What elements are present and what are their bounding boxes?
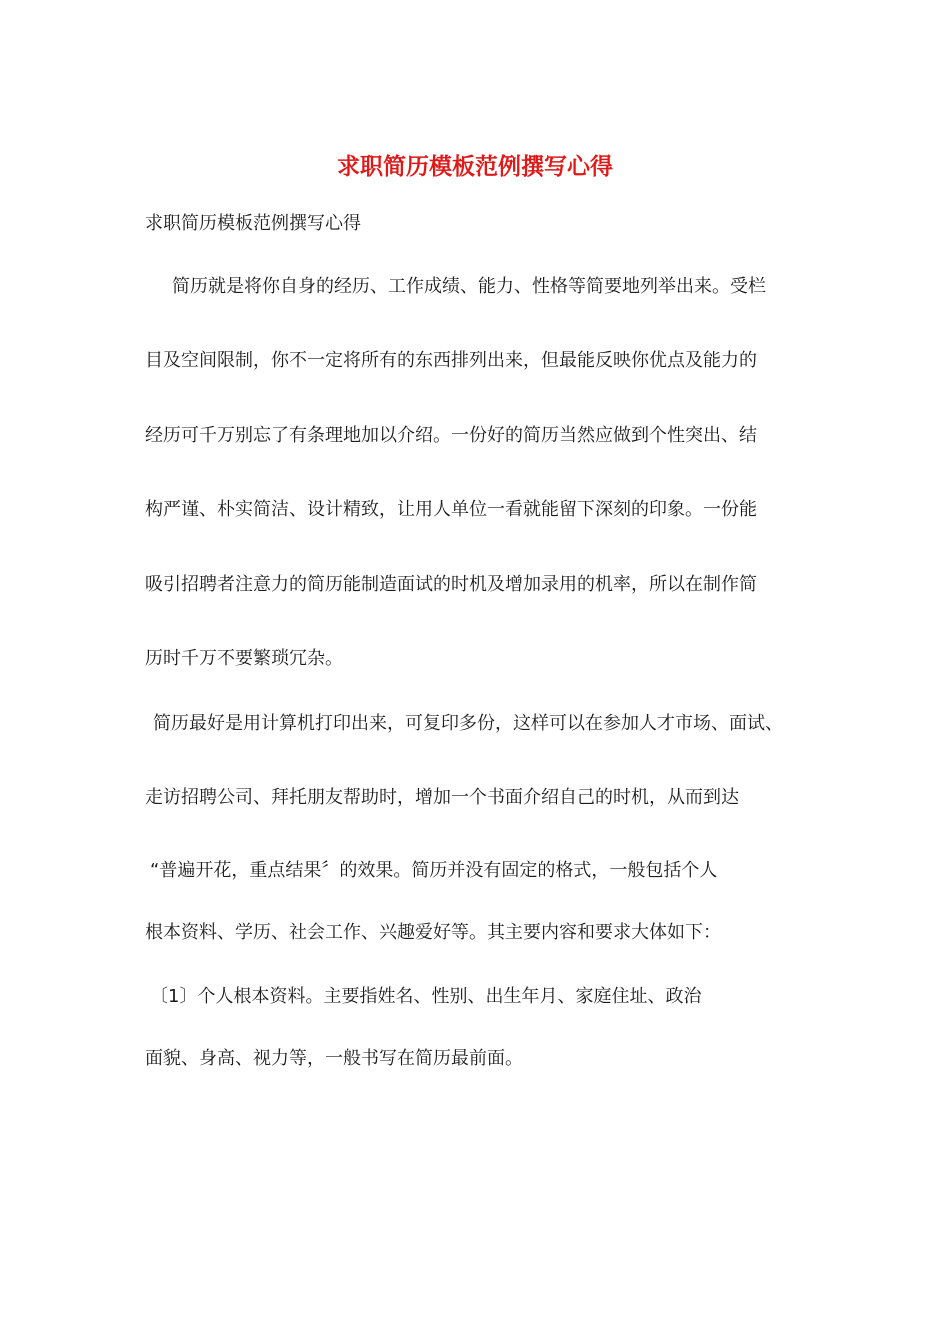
paragraph-line: 〔1〕个人根本资料。主要指姓名、性别、出生年月、家庭住址、政治 [150,986,702,1007]
paragraph-line: “普遍开花，重点结果〞的效果。简历并没有固定的格式，一般包括个人 [150,860,718,881]
paragraph-line: 目及空间限制，你不一定将所有的东西排列出来，但最能反映你优点及能力的 [145,350,757,371]
document-title: 求职简历模板范例撰写心得 [337,153,613,180]
paragraph-line: 吸引招聘者注意力的简历能制造面试的时机及增加录用的机率，所以在制作简 [145,574,757,595]
paragraph-line: 简历就是将你自身的经历、工作成绩、能力、性格等简要地列举出来。受栏 [172,276,766,297]
paragraph-line: 面貌、身高、视力等，一般书写在简历最前面。 [145,1048,523,1069]
paragraph-line: 历时千万不要繁琐冗杂。 [145,648,343,669]
paragraph-line: 走访招聘公司、拜托朋友帮助时，增加一个书面介绍自己的时机，从而到达 [145,787,739,808]
paragraph-line: 经历可千万别忘了有条理地加以介绍。一份好的简历当然应做到个性突出、结 [145,425,757,446]
paragraph-line: 构严谨、朴实简洁、设计精致，让用人单位一看就能留下深刻的印象。一份能 [145,499,757,520]
paragraph-line: 根本资料、学历、社会工作、兴趣爱好等。其主要内容和要求大体如下： [145,922,721,943]
paragraph-line: 简历最好是用计算机打印出来，可复印多份，这样可以在参加人才市场、面试、 [153,713,783,734]
document-subtitle: 求职简历模板范例撰写心得 [145,213,361,234]
